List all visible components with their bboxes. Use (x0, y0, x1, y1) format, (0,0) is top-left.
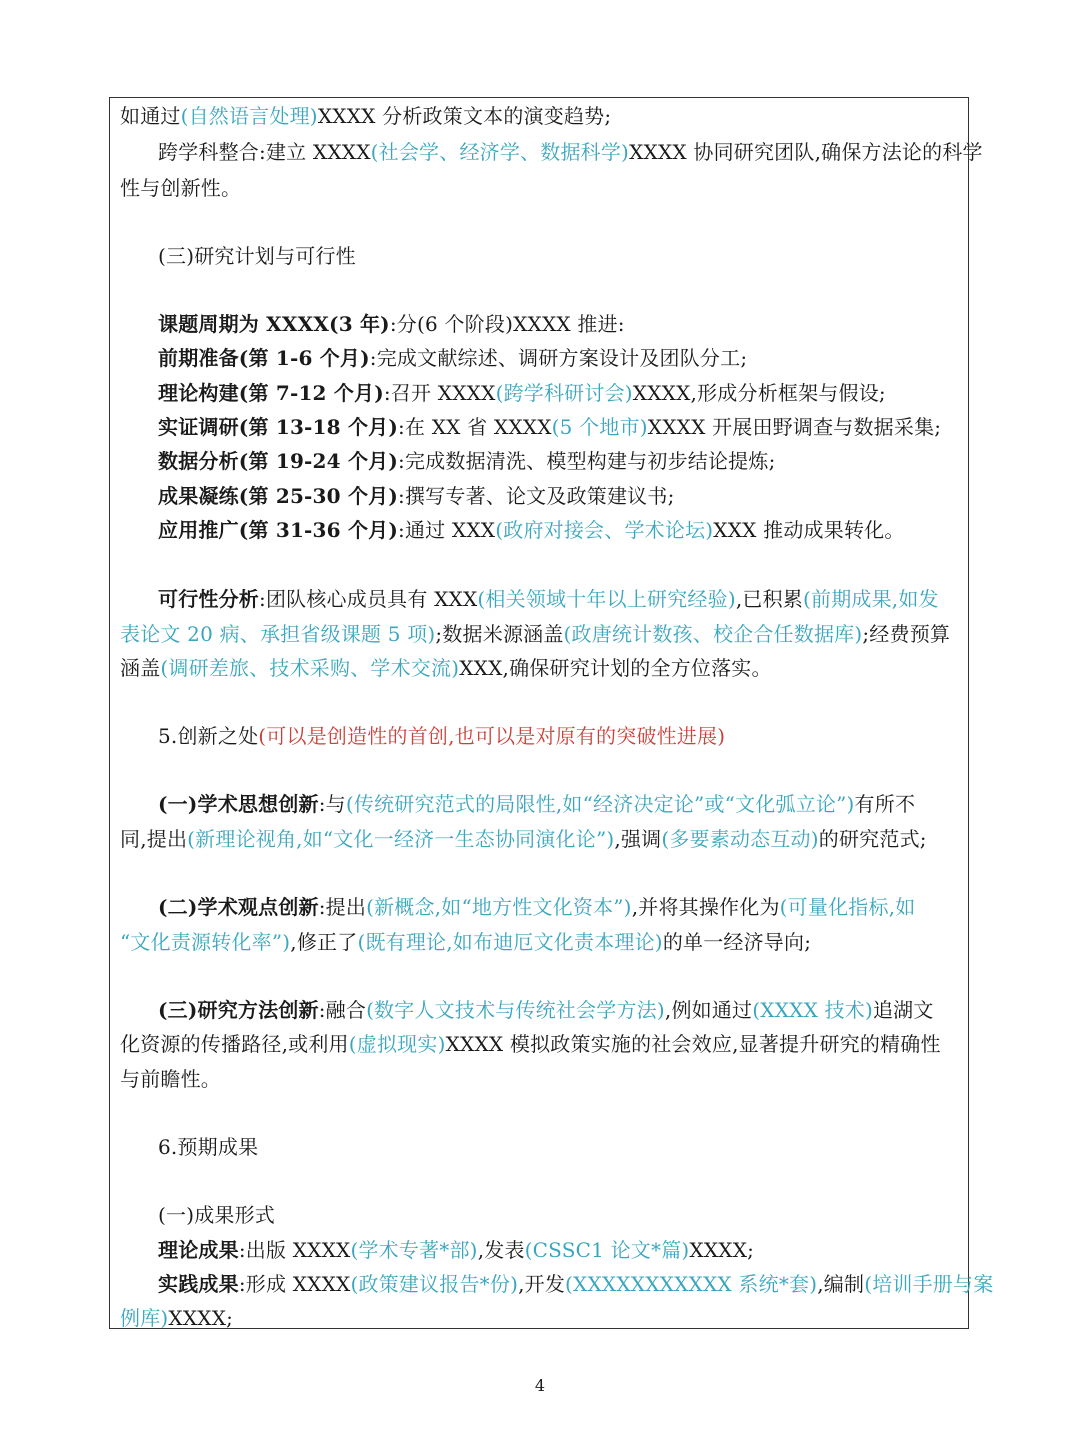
placeholder-hint-text: (虚拟现实) (348, 1032, 446, 1056)
placeholder-hint-text: 例库) (120, 1306, 169, 1330)
body-text: ,例如通过 (664, 998, 753, 1022)
placeholder-hint-text: (自然语言处理) (180, 104, 318, 128)
body-text: :出版 XXXX (238, 1238, 351, 1262)
section-heading-research-plan (158, 244, 958, 268)
text-line-feasibility-1 (158, 587, 958, 611)
bold-label-text: 实践成果 (158, 1272, 239, 1296)
body-text: 同,提出 (120, 827, 188, 851)
body-text: :形成 XXXX (238, 1272, 351, 1296)
placeholder-hint-text: (培训手册与案 (864, 1272, 994, 1296)
body-text: ,发表 (477, 1238, 525, 1262)
text-line-period (158, 312, 958, 336)
bold-label-text: 课题周期为 XXXX(3 年) (158, 312, 390, 336)
body-text: 的单一经济导向; (662, 930, 812, 954)
text-line-stage-2 (158, 381, 958, 405)
body-text: (三)研究计划与可行性 (158, 244, 356, 268)
bold-label-text: 理论构建(第 7-12 个月) (158, 381, 384, 405)
text-line-innovation-3c (120, 1067, 958, 1091)
body-text: :提出 (318, 895, 367, 919)
placeholder-hint-text: (政府对接会、学术论坛) (495, 518, 714, 542)
body-text: XXX,确保研究计划的全方位落实。 (459, 656, 772, 680)
placeholder-hint-text: (既有理论,如布迪厄文化责本理论) (357, 930, 663, 954)
body-text: ;经费预算 (862, 622, 951, 646)
placeholder-hint-text: (可量化指标,如 (779, 895, 916, 919)
text-line-stage-4 (158, 449, 958, 473)
bold-label-text: 成果凝练(第 25-30 个月) (158, 484, 399, 508)
bold-label-text: (三)研究方法创新 (158, 998, 319, 1022)
page-number: 4 (534, 1376, 546, 1395)
placeholder-hint-text: 表论文 20 病、承担省级课题 5 项) (120, 622, 436, 646)
placeholder-hint-text: (政策建议报告*份) (350, 1272, 519, 1296)
bold-label-text: (一)学术思想创新 (158, 792, 319, 816)
body-text: 化资源的传播路径,或利用 (120, 1032, 349, 1056)
body-text: ,并将其操作化为 (631, 895, 780, 919)
text-line-innovation-1b (120, 827, 958, 851)
bold-label-text: 理论成果 (158, 1238, 239, 1262)
body-text: XXXX,形成分析框架与假设; (632, 381, 886, 405)
placeholder-hint-text: (前期成果,如发 (803, 587, 939, 611)
text-line-3 (120, 176, 958, 200)
body-text: ,编制 (817, 1272, 865, 1296)
body-text: (一)成果形式 (158, 1203, 276, 1227)
text-line-1 (120, 104, 958, 128)
body-text: XXXX 协同研究团队,确保方法论的科学 (629, 140, 983, 164)
body-text: 跨学科整合:建立 XXXX (158, 140, 371, 164)
bold-label-text: 可行性分析 (158, 587, 259, 611)
bold-label-text: 实证调研(第 13-18 个月) (158, 415, 399, 439)
text-line-stage-3 (158, 415, 958, 439)
body-text: :在 XX 省 XXXX (398, 415, 552, 439)
placeholder-hint-text: (政唐统计数孩、校企合任数据库) (563, 622, 863, 646)
text-line-theory-results (158, 1238, 958, 1262)
placeholder-hint-text: (多要素动态互动) (661, 827, 819, 851)
body-text: :团队核心成员具有 XXX (259, 587, 478, 611)
body-text: 如通过 (120, 104, 181, 128)
bold-label-text: 数据分析(第 19-24 个月) (158, 449, 399, 473)
placeholder-hint-text: (调研差旅、技术采购、学术交流) (160, 656, 460, 680)
placeholder-hint-text: (社会学、经济学、数据科学) (370, 140, 630, 164)
body-text: 与前瞻性。 (120, 1067, 221, 1091)
placeholder-hint-text: (新理论视角,如“文化一经济一生态协同演化论”) (187, 827, 615, 851)
text-line-practice-results-a (158, 1272, 994, 1296)
body-text: :召开 XXXX (383, 381, 496, 405)
placeholder-hint-text: (学术专著*部) (350, 1238, 478, 1262)
placeholder-hint-text: (新概念,如“地方性文化资本”) (366, 895, 632, 919)
placeholder-hint-text: (CSSC1 论文*篇) (524, 1238, 690, 1262)
placeholder-hint-text: (5 个地市) (551, 415, 648, 439)
text-line-feasibility-3 (120, 656, 958, 680)
body-text: :分(6 个阶段)XXXX 推进: (389, 312, 625, 336)
text-line-stage-1 (158, 346, 958, 370)
bold-label-text: 前期准备(第 1-6 个月) (158, 346, 370, 370)
text-line-innovation-3b (120, 1032, 958, 1056)
body-text: 涵盖 (120, 656, 161, 680)
body-text: ,开发 (518, 1272, 566, 1296)
text-line-2 (158, 140, 983, 164)
body-text: 的研究范式; (818, 827, 927, 851)
text-line-innovation-2b (120, 930, 958, 954)
body-text: :完成数据清洗、模型构建与初步结论提炼; (398, 449, 776, 473)
text-line-stage-6 (158, 518, 958, 542)
body-text: ,修正了 (290, 930, 358, 954)
placeholder-hint-text: (数字人文技术与传统社会学方法) (366, 998, 665, 1022)
section-heading-expected-results (158, 1135, 958, 1159)
bold-label-text: (二)学术观点创新 (158, 895, 319, 919)
subheading-result-forms (158, 1203, 958, 1227)
text-line-innovation-2a (158, 895, 958, 919)
body-text: XXXX 分析政策文本的演变趋势; (317, 104, 612, 128)
placeholder-hint-text: “文化责源转化率”) (120, 930, 291, 954)
text-line-practice-results-b (120, 1306, 958, 1330)
placeholder-hint-text: (跨学科研讨会) (495, 381, 633, 405)
text-line-innovation-1a (158, 792, 958, 816)
body-text: XXXX; (689, 1238, 755, 1262)
body-text: :与 (318, 792, 346, 816)
body-text: :融合 (318, 998, 367, 1022)
body-text: XXX 推动成果转化。 (713, 518, 905, 542)
body-text: 性与创新性。 (120, 176, 242, 200)
body-text: 有所不 (854, 792, 916, 816)
instruction-note-text: (可以是创造性的首创,也可以是对原有的突破性进展) (258, 724, 726, 748)
body-text: ,已积累 (735, 587, 803, 611)
body-text: ;数据米源涵盖 (435, 622, 564, 646)
body-text: ,强调 (614, 827, 662, 851)
body-text: XXXX; (168, 1306, 234, 1330)
body-text: 追湖文 (872, 998, 934, 1022)
body-text: 6.预期成果 (158, 1135, 259, 1159)
placeholder-hint-text: (相关领域十年以上研究经验) (477, 587, 736, 611)
placeholder-hint-text: (传统研究范式的局限性,如“经济决定论”或“文化弧立论”) (345, 792, 855, 816)
body-text: :撰写专著、论文及政策建议书; (398, 484, 675, 508)
body-text: :完成文献综述、调研方案设计及团队分工; (369, 346, 748, 370)
text-line-innovation-3a (158, 998, 958, 1022)
section-heading-innovation (158, 724, 958, 748)
document-table-cell (109, 97, 994, 1330)
body-text: :通过 XXX (398, 518, 496, 542)
body-text: XXXX 模拟政策实施的社会效应,显著提升研究的精确性 (445, 1032, 941, 1056)
body-text: 5.创新之处 (158, 724, 259, 748)
placeholder-hint-text: (XXXX 技术) (752, 998, 873, 1022)
text-line-stage-5 (158, 484, 958, 508)
text-line-feasibility-2 (120, 622, 958, 646)
placeholder-hint-text: (XXXXXXXXXXX 系统*套) (565, 1272, 818, 1296)
body-text: XXXX 开展田野调查与数据采集; (647, 415, 942, 439)
bold-label-text: 应用推广(第 31-36 个月) (158, 518, 399, 542)
